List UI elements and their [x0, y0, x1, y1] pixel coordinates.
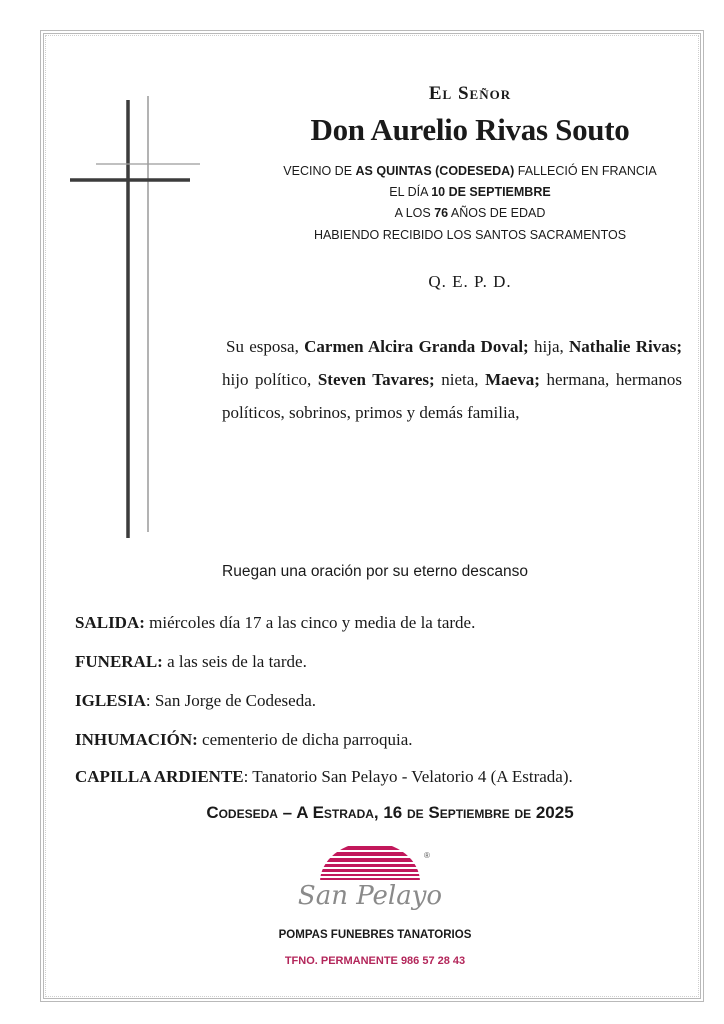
info-line-2-pre: EL DÍA [389, 185, 432, 199]
family-wife: Carmen Alcira Granda Doval; [304, 337, 529, 356]
detail-value: : Tanatorio San Pelayo - Velatorio 4 (A Estrada). [243, 767, 573, 786]
detail-capilla [75, 767, 705, 787]
detail-funeral [75, 652, 705, 672]
family-daughter: Nathalie Rivas; [569, 337, 682, 356]
info-line-3-post: AÑOS DE EDAD [448, 206, 546, 220]
info-line-2 [240, 185, 700, 199]
phone-line [220, 955, 530, 967]
family-son-in-law: Steven Tavares; [317, 370, 435, 389]
qepd: Q. E. P. D. [428, 272, 512, 291]
detail-label: INHUMACIÓN: [75, 730, 198, 749]
cross-icon [66, 92, 206, 542]
place-date: Codeseda – A Estrada, 16 de Septiembre de 2025 [206, 803, 574, 822]
logo-brand-text: San Pelayo [297, 881, 443, 911]
info-line-1-pre: VECINO DE [283, 164, 356, 178]
info-line-1-post: FALLECIÓ EN FRANCIA [514, 164, 657, 178]
info-line-1 [240, 164, 700, 178]
logo-stripes [320, 846, 420, 880]
family-text-4: nieta, [434, 370, 486, 389]
family-text-3: hijo político, [222, 370, 318, 389]
detail-label: IGLESIA [75, 691, 146, 710]
deceased-name: Don Aurelio Rivas Souto [310, 112, 630, 147]
title-small: El Señor [428, 83, 512, 104]
info-line-3-age: 76 [434, 206, 449, 220]
detail-iglesia [75, 691, 705, 711]
family-text-1: Su esposa, [226, 337, 305, 356]
detail-value: miércoles día 17 a las cinco y media de la tarde. [144, 613, 476, 632]
info-line-4: HABIENDO RECIBIDO LOS SANTOS SACRAMENTOS [313, 228, 627, 242]
detail-value: a las seis de la tarde. [162, 652, 307, 671]
prayer-line: Ruegan una oración por su eterno descanso [222, 563, 528, 580]
detail-value: cementerio de dicha parroquia. [197, 730, 413, 749]
detail-label: SALIDA: [75, 613, 145, 632]
san-pelayo-logo [290, 842, 450, 922]
detail-label: CAPILLA ARDIENTE [75, 767, 244, 786]
phone-number: TFNO. PERMANENTE 986 57 28 43 [284, 955, 466, 967]
family-text-5: hermana, hermanos políticos, sobrinos, primos y demás familia, [222, 370, 682, 422]
info-line-3 [240, 206, 700, 220]
detail-salida [75, 613, 705, 633]
family-paragraph [222, 330, 682, 429]
family-text-2: hija, [528, 337, 570, 356]
info-line-3-pre: A LOS [394, 206, 435, 220]
logo-registered: ® [424, 851, 430, 860]
detail-inhumacion [75, 730, 705, 750]
detail-label: FUNERAL: [75, 652, 163, 671]
info-line-1-place: AS QUINTAS (CODESEDA) [355, 164, 515, 178]
detail-value: : San Jorge de Codeseda. [145, 691, 316, 710]
tagline: POMPAS FUNEBRES TANATORIOS [278, 929, 472, 941]
family-granddaughter: Maeva; [485, 370, 540, 389]
logo-sunset-icon [290, 842, 450, 922]
info-line-2-date: 10 DE SEPTIEMBRE [431, 185, 551, 199]
